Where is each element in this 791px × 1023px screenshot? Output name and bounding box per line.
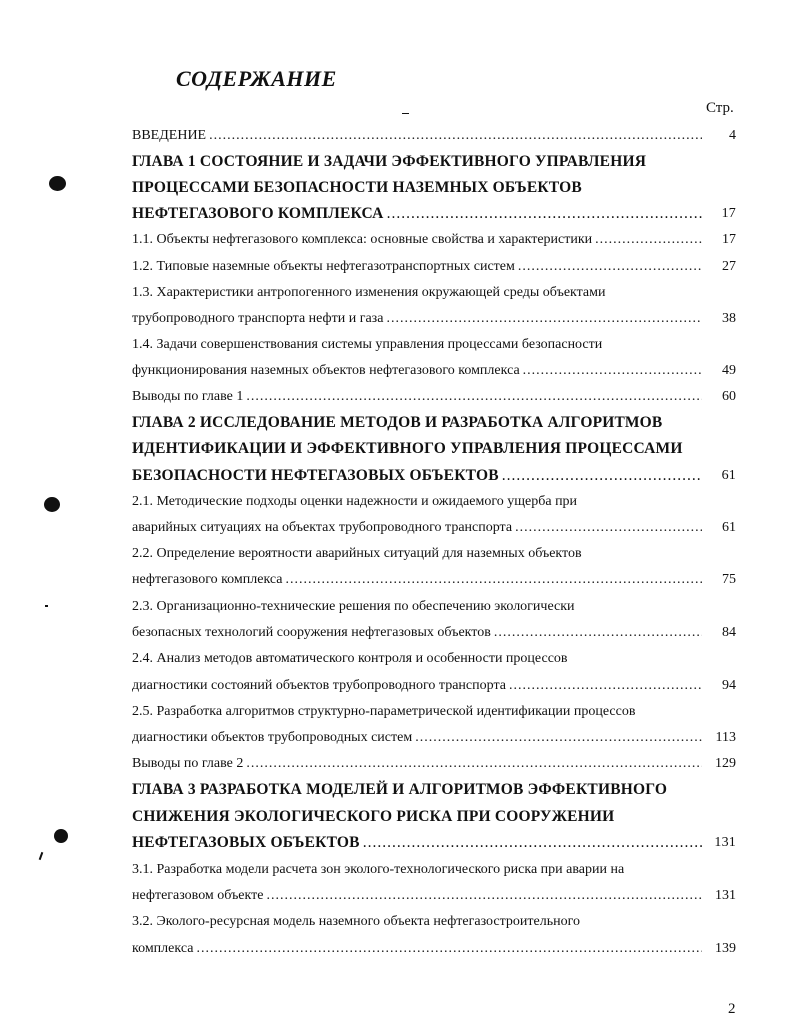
toc-entry-text: ГЛАВА 1 СОСТОЯНИЕ И ЗАДАЧИ ЭФФЕКТИВНОГО УПРАВЛЕНИЯ — [132, 153, 647, 170]
dot-leader — [246, 753, 702, 775]
toc-chapter-heading — [132, 177, 736, 199]
toc-entry — [132, 491, 736, 513]
toc-entry — [132, 308, 736, 330]
toc-entry-text: 1.2. Типовые наземные объекты нефтегазотранспортных систем — [132, 259, 515, 274]
speck-mark — [402, 113, 409, 114]
toc-entry-page: 4 — [729, 128, 736, 143]
toc-entry-page: 38 — [722, 311, 736, 326]
toc-entry-text: ПРОЦЕССАМИ БЕЗОПАСНОСТИ НАЗЕМНЫХ ОБЪЕКТОВ — [132, 179, 582, 196]
dot-leader — [363, 832, 702, 854]
toc-entry-text: 2.5. Разработка алгоритмов структурно-параметрической идентификации процессов — [132, 704, 636, 719]
toc-entry-page: 129 — [715, 756, 736, 771]
toc-entry — [132, 938, 736, 960]
toc-entry-text: нефтегазовом объекте — [132, 888, 264, 903]
toc-entry — [132, 569, 736, 591]
toc-entry-page: 113 — [715, 730, 736, 745]
toc-entry — [132, 596, 736, 618]
toc-entry-page: 75 — [722, 572, 736, 587]
toc-chapter-heading — [132, 832, 736, 854]
toc-entry — [132, 360, 736, 382]
toc-entry-page: 84 — [722, 625, 736, 640]
dot-leader — [196, 938, 702, 960]
toc-entry-text: 2.3. Организационно-технические решения по обеспечению экологически — [132, 599, 575, 614]
toc-entry-text: Выводы по главе 2 — [132, 756, 244, 771]
toc-entry-text: функционирования наземных объектов нефтегазового комплекса — [132, 363, 520, 378]
toc-entry — [132, 911, 736, 933]
toc-entry-intro — [132, 125, 736, 147]
punch-hole-mark — [49, 176, 66, 191]
toc-entry — [132, 753, 736, 775]
toc-entry-text: аварийных ситуациях на объектах трубопроводного транспорта — [132, 520, 513, 535]
dot-leader — [387, 203, 702, 225]
toc-entry — [132, 648, 736, 670]
toc-entry-page: 17 — [722, 232, 736, 247]
toc-entry-text: 2.1. Методические подходы оценки надежности и ожидаемого ущерба при — [132, 494, 578, 509]
toc-entry-text: НЕФТЕГАЗОВОГО КОМПЛЕКСА — [132, 205, 384, 222]
toc-entry-page: 17 — [721, 206, 736, 221]
dot-leader — [595, 229, 702, 251]
toc-entry-text: БЕЗОПАСНОСТИ НЕФТЕГАЗОВЫХ ОБЪЕКТОВ — [132, 467, 499, 484]
toc-entry-text: ГЛАВА 2 ИССЛЕДОВАНИЕ МЕТОДОВ И РАЗРАБОТКА АЛГОРИТМОВ — [132, 414, 663, 431]
toc-entry-text: комплекса — [132, 941, 194, 956]
toc-entry-text: трубопроводного транспорта нефти и газа — [132, 311, 384, 326]
page-column-header: Стр. — [706, 100, 734, 116]
toc-chapter-heading — [132, 151, 736, 173]
dot-leader — [209, 125, 702, 147]
toc-entry-text: ИДЕНТИФИКАЦИИ И ЭФФЕКТИВНОГО УПРАВЛЕНИЯ ПРОЦЕССАМИ — [132, 440, 683, 457]
toc-chapter-heading — [132, 806, 736, 828]
toc-entry-text: 1.1. Объекты нефтегазового комплекса: основные свойства и характеристики — [132, 232, 593, 247]
toc-entry — [132, 543, 736, 565]
punch-hole-mark — [44, 497, 60, 512]
toc-entry-text: 2.2. Определение вероятности аварийных ситуаций для наземных объектов — [132, 546, 582, 561]
dot-leader — [386, 308, 702, 330]
toc-entry — [132, 282, 736, 304]
toc-chapter-heading — [132, 412, 736, 434]
toc-entry-page: 94 — [722, 678, 736, 693]
toc-entry-page: 61 — [721, 468, 736, 483]
toc-entry-page: 60 — [722, 389, 736, 404]
toc-entry — [132, 256, 736, 278]
toc-entry-text: НЕФТЕГАЗОВЫХ ОБЪЕКТОВ — [132, 834, 360, 851]
toc-entry-page: 61 — [722, 520, 736, 535]
toc-entry-text: 1.3. Характеристики антропогенного изменения окружающей среды объектами — [132, 285, 606, 300]
toc-entry-page: 131 — [715, 888, 736, 903]
document-title: СОДЕРЖАНИЕ — [176, 66, 337, 91]
dot-leader — [494, 622, 702, 644]
toc-entry — [132, 622, 736, 644]
toc-entry-text: безопасных технологий сооружения нефтегазовых объектов — [132, 625, 491, 640]
dot-leader — [518, 256, 702, 278]
dot-leader — [266, 885, 702, 907]
toc-entry-text: Выводы по главе 1 — [132, 389, 244, 404]
toc-entry-page: 27 — [722, 259, 736, 274]
toc-entry — [132, 859, 736, 881]
dot-leader — [246, 386, 702, 408]
toc-chapter-heading — [132, 203, 736, 225]
toc-entry-text: 2.4. Анализ методов автоматического контроля и особенности процессов — [132, 651, 568, 666]
toc-entry-text: нефтегазового комплекса — [132, 572, 283, 587]
toc-entry — [132, 229, 736, 251]
toc-entry-text: 1.4. Задачи совершенствования системы управления процессами безопасности — [132, 337, 603, 352]
speck-mark — [45, 605, 48, 607]
toc-chapter-heading — [132, 465, 736, 487]
toc-entry-text: 3.2. Эколого-ресурсная модель наземного объекта нефтегазостроительного — [132, 914, 580, 929]
toc-entry — [132, 675, 736, 697]
toc-entry-text: 3.1. Разработка модели расчета зон эколого-технологического риска при аварии на — [132, 862, 625, 877]
dot-leader — [286, 569, 702, 591]
toc-entry — [132, 727, 736, 749]
toc-entry-text: СНИЖЕНИЯ ЭКОЛОГИЧЕСКОГО РИСКА ПРИ СООРУЖЕНИИ — [132, 808, 615, 825]
dot-leader — [509, 675, 702, 697]
page-number: 2 — [728, 1001, 736, 1017]
dot-leader — [415, 727, 702, 749]
dot-leader — [502, 465, 702, 487]
dot-leader — [515, 517, 702, 539]
toc-entry — [132, 701, 736, 723]
dot-leader — [523, 360, 702, 382]
toc-entry — [132, 885, 736, 907]
toc-chapter-heading — [132, 779, 736, 801]
toc-entry — [132, 386, 736, 408]
punch-hole-mark — [54, 829, 68, 843]
toc-entry — [132, 517, 736, 539]
toc-entry — [132, 334, 736, 356]
toc-entry-page: 139 — [715, 941, 736, 956]
toc-entry-page: 49 — [722, 363, 736, 378]
toc-entry-text: ГЛАВА 3 РАЗРАБОТКА МОДЕЛЕЙ И АЛГОРИТМОВ ЭФФЕКТИВНОГО — [132, 781, 668, 798]
toc-entry-text: ВВЕДЕНИЕ — [132, 128, 207, 143]
toc-entry-page: 131 — [714, 835, 736, 850]
toc-entry-text: диагностики объектов трубопроводных систем — [132, 730, 413, 745]
toc-entry-text: диагностики состояний объектов трубопроводного транспорта — [132, 678, 506, 693]
toc-chapter-heading — [132, 438, 736, 460]
